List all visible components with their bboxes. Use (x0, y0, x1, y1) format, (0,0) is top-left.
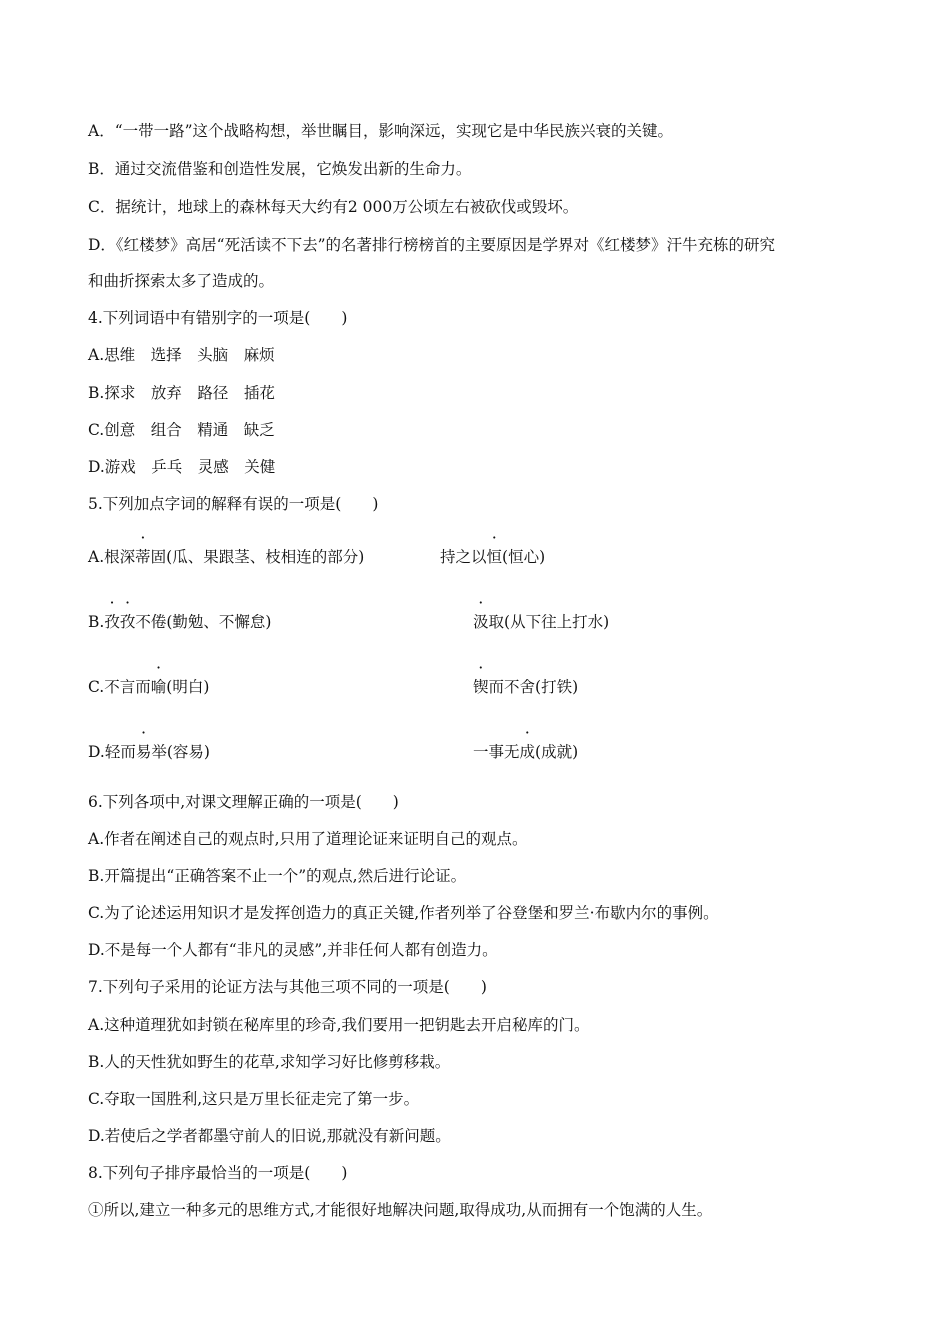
emphasis-dot-char: 孜 (119, 613, 136, 631)
q3-option-d-line1: D．《红楼梦》高居“死活读不下去”的名著排行榜榜首的主要原因是学界对《红楼梦》汗牛充栋的研究 (88, 236, 776, 254)
q5-option-a-right: 持之以恒(恒心) (440, 548, 546, 566)
q6-option-a: A.作者在阐述自己的观点时,只用了道理论证来证明自己的观点。 (88, 830, 528, 848)
q3-option-b: B．通过交流借鉴和创造性发展，它焕发出新的生命力。 (88, 160, 472, 178)
q7-option-a: A.这种道理犹如封锁在秘库里的珍奇,我们要用一把钥匙去开启秘库的门。 (88, 1016, 590, 1034)
q6-option-b: B.开篇提出“正确答案不止一个”的观点,然后进行论证。 (88, 867, 467, 885)
q6-option-c: C.为了论述运用知识才是发挥创造力的真正关键,作者列举了谷登堡和罗兰·布歇内尔的事例。 (88, 904, 719, 922)
q7-option-d: D.若使后之学者都墨守前人的旧说,那就没有新问题。 (88, 1127, 451, 1145)
q7-option-c: C.夺取一国胜利,这只是万里长征走完了第一步。 (88, 1090, 420, 1108)
emphasis-dot-char: 喻 (150, 678, 167, 696)
q4-option-a: A.思维 选择 头脑 麻烦 (88, 346, 275, 364)
emphasis-dot-char: 恒 (486, 548, 503, 566)
emphasis-dot-char: 成 (519, 743, 536, 761)
emphasis-dot-char: 易 (135, 743, 152, 761)
q4-stem: 4.下列词语中有错别字的一项是( ) (88, 309, 348, 327)
q6-option-d: D.不是每一个人都有“非凡的灵感”,并非任何人都有创造力。 (88, 941, 498, 959)
emphasis-dot-char: 蒂 (135, 548, 151, 566)
q5-option-b-right: 汲取(从下往上打水) (473, 613, 610, 631)
q5-option-a-left: A.根深蒂固(瓜、果跟茎、枝相连的部分) (88, 548, 365, 566)
q5-option-c-left: C.不言而喻(明白) (88, 678, 210, 696)
q5-option-b-left: B.孜孜不倦(勤勉、不懈怠) (88, 613, 272, 631)
q4-option-d: D.游戏 乒乓 灵感 关健 (88, 458, 276, 476)
emphasis-dot-char: 孜 (104, 613, 120, 631)
q5-stem: 5.下列加点字词的解释有误的一项是( ) (88, 495, 379, 513)
q5-option-c-right: 锲而不舍(打铁) (473, 678, 579, 696)
emphasis-dot-char: 锲 (473, 678, 489, 696)
q8-stem: 8.下列句子排序最恰当的一项是( ) (88, 1164, 348, 1182)
q3-option-a: A．“一带一路”这个战略构想，举世瞩目，影响深远，实现它是中华民族兴衰的关键。 (88, 122, 674, 140)
q5-option-d-right: 一事无成(成就) (473, 743, 579, 761)
q5-option-d-left: D.轻而易举(容易) (88, 743, 210, 761)
q6-stem: 6.下列各项中,对课文理解正确的一项是( ) (88, 793, 399, 811)
emphasis-dot-char: 汲 (473, 613, 489, 631)
q8-sentence-1: ①所以,建立一种多元的思维方式,才能很好地解决问题,取得成功,从而拥有一个饱满的人生。 (88, 1201, 713, 1219)
q4-option-c: C.创意 组合 精通 缺乏 (88, 421, 275, 439)
q3-option-d-line2: 和曲折探索太多了造成的。 (88, 272, 275, 290)
q7-option-b: B.人的天性犹如野生的花草,求知学习好比修剪移栽。 (88, 1053, 451, 1071)
q4-option-b: B.探求 放弃 路径 插花 (88, 384, 275, 402)
q3-option-c: C．据统计，地球上的森林每天大约有2 000万公顷左右被砍伐或毁坏。 (88, 198, 579, 216)
q7-stem: 7.下列句子采用的论证方法与其他三项不同的一项是( ) (88, 978, 487, 996)
